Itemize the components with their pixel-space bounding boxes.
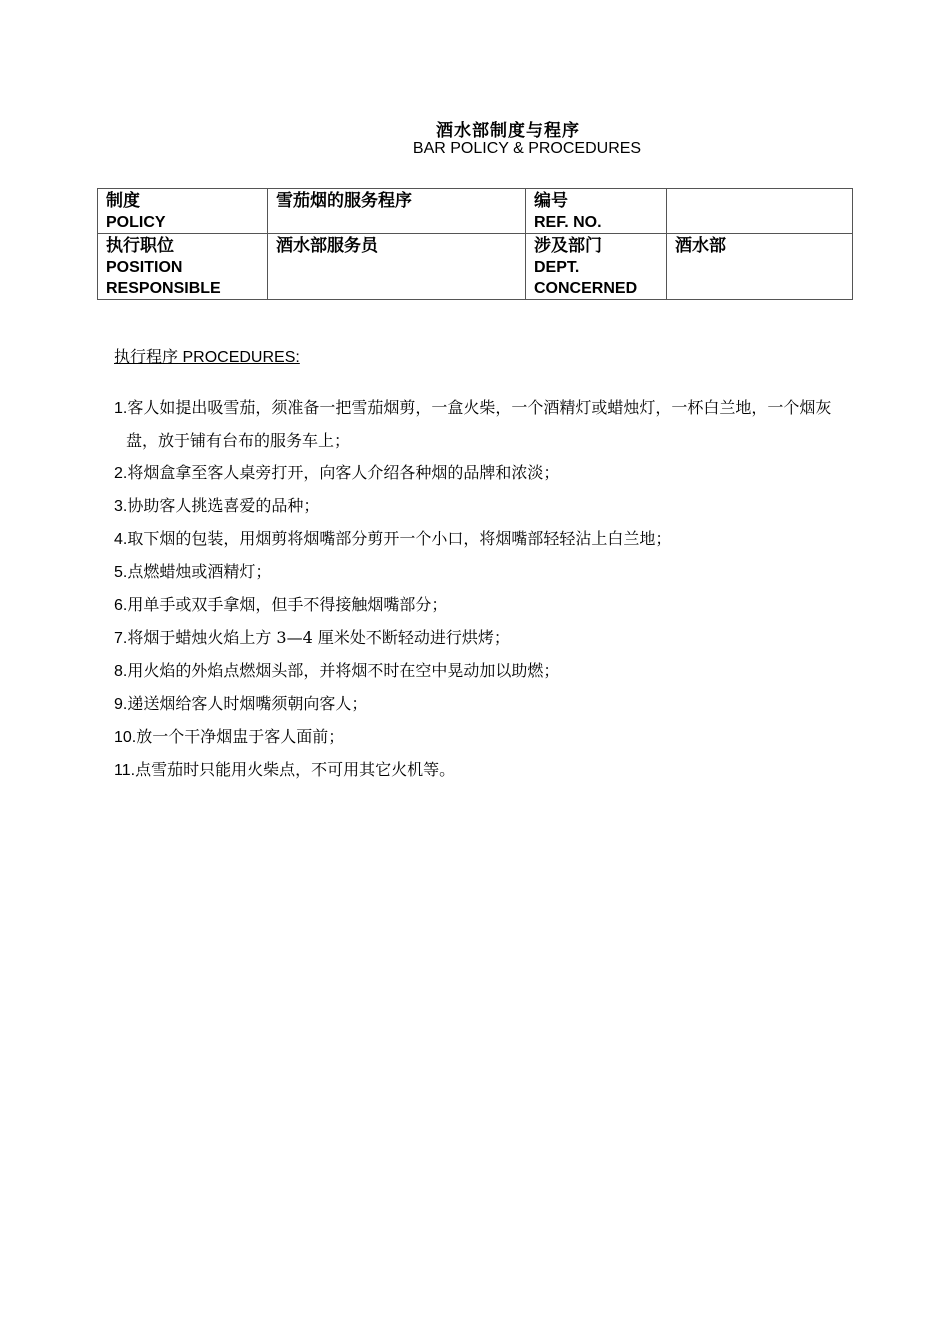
list-item xyxy=(114,490,844,523)
step-text: 取下烟的包装，用烟剪将烟嘴部分剪开一个小口，将烟嘴部轻轻沾上白兰地； xyxy=(127,529,672,548)
step-number: 2. xyxy=(114,465,128,482)
step-text: 用单手或双手拿烟，但手不得接触烟嘴部分； xyxy=(127,595,448,614)
policy-value: 雪茄烟的服务程序 xyxy=(276,191,412,211)
procedure-steps-list xyxy=(114,392,844,787)
step-number: 1. xyxy=(114,400,128,417)
step-text: 用火焰的外焰点燃烟头部，并将烟不时在空中晃动加以助燃； xyxy=(127,661,560,680)
step-number: 6. xyxy=(114,597,128,614)
table-row xyxy=(98,189,853,234)
list-item xyxy=(114,556,844,589)
list-item xyxy=(114,655,844,688)
document-title-cn: 酒水部制度与程序 xyxy=(436,121,580,141)
list-item xyxy=(114,392,844,457)
step-text: 协助客人挑选喜爱的品种； xyxy=(127,496,320,515)
step-number: 5. xyxy=(114,564,128,581)
list-item xyxy=(114,523,844,556)
policy-label-cn: 制度 xyxy=(106,191,140,211)
list-item xyxy=(114,622,844,655)
step-number: 8. xyxy=(114,663,128,680)
step-text: 点雪茄时只能用火柴点，不可用其它火机等。 xyxy=(135,760,456,779)
position-value-cell xyxy=(268,234,526,300)
step-number: 4. xyxy=(114,531,128,548)
procedures-heading-en: PROCEDURES: xyxy=(178,349,300,366)
step-number: 3. xyxy=(114,498,128,515)
step-text: 点燃蜡烛或酒精灯； xyxy=(127,562,272,581)
dept-label-en-2: CONCERNED xyxy=(534,280,638,297)
step-text: 放一个干净烟盅于客人面前； xyxy=(136,727,345,746)
table-row xyxy=(98,234,853,300)
procedures-heading xyxy=(114,344,300,367)
ref-label-en: REF. NO. xyxy=(534,214,602,231)
position-label-en-1: POSITION xyxy=(106,259,183,276)
position-label-cell xyxy=(98,234,268,300)
dept-value: 酒水部 xyxy=(675,236,726,256)
list-item xyxy=(114,688,844,721)
ref-label-cn: 编号 xyxy=(534,191,568,211)
list-item xyxy=(114,754,844,787)
step-text: 将烟盒拿至客人桌旁打开，向客人介绍各种烟的品牌和浓淡； xyxy=(127,463,560,482)
step-text: 递送烟给客人时烟嘴须朝向客人； xyxy=(127,694,368,713)
ref-value-cell xyxy=(667,189,853,234)
position-label-en-2: RESPONSIBLE xyxy=(106,280,221,297)
step-text: 客人如提出吸雪茄，须准备一把雪茄烟剪，一盒火柴，一个酒精灯或蜡烛灯，一杯白兰地，一个烟灰盘，放于铺有台布的服务车上； xyxy=(126,398,832,450)
step-number: 11. xyxy=(114,762,136,779)
document-title-en: BAR POLICY & PROCEDURES xyxy=(412,140,642,157)
policy-label-en: POLICY xyxy=(106,214,166,231)
position-value: 酒水部服务员 xyxy=(276,236,378,256)
dept-value-cell xyxy=(667,234,853,300)
position-label-cn: 执行职位 xyxy=(106,236,174,256)
step-number: 7. xyxy=(114,630,128,647)
dept-label-cell xyxy=(526,234,667,300)
procedures-heading-cn: 执行程序 xyxy=(114,347,179,366)
list-item xyxy=(114,721,844,754)
policy-label-cell xyxy=(98,189,268,234)
dept-label-cn: 涉及部门 xyxy=(534,236,602,256)
policy-info-table xyxy=(97,188,853,300)
list-item xyxy=(114,457,844,490)
ref-label-cell xyxy=(526,189,667,234)
dept-label-en-1: DEPT. xyxy=(534,259,580,276)
step-number: 9. xyxy=(114,696,128,713)
step-number: 10. xyxy=(114,729,137,746)
policy-value-cell xyxy=(268,189,526,234)
step-text: 将烟于蜡烛火焰上方 3—4 厘米处不断轻动进行烘烤； xyxy=(127,628,510,647)
list-item xyxy=(114,589,844,622)
